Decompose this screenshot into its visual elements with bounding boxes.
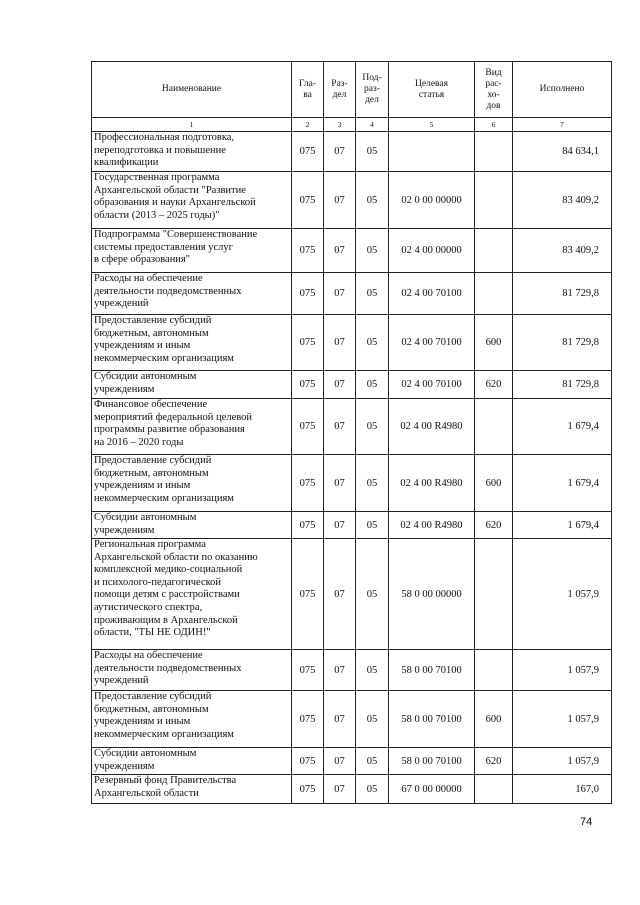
- cell-podrazdel: 05: [356, 650, 389, 691]
- cell-glava: 075: [292, 691, 324, 748]
- cell-podrazdel: 05: [356, 399, 389, 455]
- cell-target: 02 4 00 70100: [389, 273, 475, 315]
- table-row: [92, 315, 612, 371]
- cell-razdel: 07: [324, 539, 356, 650]
- cell-target: [389, 132, 475, 172]
- cell-glava: 075: [292, 539, 324, 650]
- cell-vid: [475, 539, 513, 650]
- cell-amount: 81 729,8: [513, 273, 612, 315]
- cell-vid: 600: [475, 455, 513, 512]
- cell-name: Предоставление субсидий бюджетным, автономным учреждениям и иным некоммерческим организациям: [92, 691, 292, 748]
- cell-name: Расходы на обеспечение деятельности подведомственных учреждений: [92, 650, 292, 691]
- table-row: [92, 455, 612, 512]
- cell-amount: 1 679,4: [513, 512, 612, 539]
- cell-glava: 075: [292, 229, 324, 273]
- cell-target: 58 0 00 70100: [389, 691, 475, 748]
- cell-vid: 620: [475, 748, 513, 775]
- cell-name: Предоставление субсидий бюджетным, автономным учреждениям и иным некоммерческим организациям: [92, 455, 292, 512]
- cell-podrazdel: 05: [356, 691, 389, 748]
- cell-vid: [475, 650, 513, 691]
- column-number-row: [92, 118, 612, 132]
- cell-glava: 075: [292, 371, 324, 399]
- cell-vid: [475, 273, 513, 315]
- cell-glava: 075: [292, 172, 324, 229]
- cell-amount: 83 409,2: [513, 229, 612, 273]
- header-podrazdel: Под- раз- дел: [356, 62, 389, 118]
- cell-glava: 075: [292, 315, 324, 371]
- cell-name: Субсидии автономным учреждениям: [92, 512, 292, 539]
- cell-glava: 075: [292, 650, 324, 691]
- cell-razdel: 07: [324, 748, 356, 775]
- header-name: Наименование: [92, 62, 292, 118]
- cell-razdel: 07: [324, 399, 356, 455]
- cell-podrazdel: 05: [356, 273, 389, 315]
- column-number: 6: [475, 118, 513, 132]
- cell-glava: 075: [292, 455, 324, 512]
- cell-amount: 167,0: [513, 775, 612, 804]
- cell-target: 58 0 00 00000: [389, 539, 475, 650]
- cell-vid: [475, 775, 513, 804]
- cell-razdel: 07: [324, 455, 356, 512]
- cell-podrazdel: 05: [356, 229, 389, 273]
- cell-podrazdel: 05: [356, 132, 389, 172]
- cell-target: 02 4 00 R4980: [389, 512, 475, 539]
- cell-name: Подпрограмма "Совершенствование системы предоставления услуг в сфере образования": [92, 229, 292, 273]
- cell-razdel: 07: [324, 172, 356, 229]
- table-row: [92, 775, 612, 804]
- cell-vid: [475, 399, 513, 455]
- cell-glava: 075: [292, 132, 324, 172]
- table-row: [92, 748, 612, 775]
- header-glava: Гла- ва: [292, 62, 324, 118]
- cell-target: 67 0 00 00000: [389, 775, 475, 804]
- cell-glava: 075: [292, 775, 324, 804]
- cell-podrazdel: 05: [356, 371, 389, 399]
- cell-glava: 075: [292, 748, 324, 775]
- cell-amount: 1 057,9: [513, 650, 612, 691]
- cell-razdel: 07: [324, 512, 356, 539]
- column-number: 7: [513, 118, 612, 132]
- cell-podrazdel: 05: [356, 748, 389, 775]
- cell-razdel: 07: [324, 371, 356, 399]
- table-row: [92, 539, 612, 650]
- table-row: [92, 172, 612, 229]
- cell-amount: 1 679,4: [513, 455, 612, 512]
- cell-target: 02 4 00 70100: [389, 371, 475, 399]
- table-row: [92, 371, 612, 399]
- cell-podrazdel: 05: [356, 172, 389, 229]
- cell-razdel: 07: [324, 315, 356, 371]
- cell-name: Региональная программа Архангельской области по оказанию комплексной медико-социальной и психолого-педагогической помощи детям с расстройствами аутистического спектра, проживающим в Архангельской области, "ТЫ НЕ ОДИН!": [92, 539, 292, 650]
- cell-target: 58 0 00 70100: [389, 748, 475, 775]
- table-row: [92, 399, 612, 455]
- cell-razdel: 07: [324, 775, 356, 804]
- cell-vid: [475, 132, 513, 172]
- cell-razdel: 07: [324, 132, 356, 172]
- cell-vid: 600: [475, 315, 513, 371]
- cell-podrazdel: 05: [356, 512, 389, 539]
- header-target: Целевая статья: [389, 62, 475, 118]
- cell-vid: 620: [475, 512, 513, 539]
- cell-name: Расходы на обеспечение деятельности подведомственных учреждений: [92, 273, 292, 315]
- cell-target: 02 4 00 R4980: [389, 399, 475, 455]
- cell-target: 02 0 00 00000: [389, 172, 475, 229]
- cell-glava: 075: [292, 512, 324, 539]
- cell-target: 02 4 00 00000: [389, 229, 475, 273]
- column-number: 3: [324, 118, 356, 132]
- cell-vid: 600: [475, 691, 513, 748]
- table-row: [92, 273, 612, 315]
- cell-vid: [475, 229, 513, 273]
- table-row: [92, 132, 612, 172]
- header-amount: Исполнено: [513, 62, 612, 118]
- cell-name: Резервный фонд Правительства Архангельской области: [92, 775, 292, 804]
- table-row: [92, 229, 612, 273]
- cell-name: Предоставление субсидий бюджетным, автономным учреждениям и иным некоммерческим организациям: [92, 315, 292, 371]
- column-number: 4: [356, 118, 389, 132]
- cell-target: 02 4 00 70100: [389, 315, 475, 371]
- cell-glava: 075: [292, 273, 324, 315]
- cell-amount: 1 057,9: [513, 691, 612, 748]
- cell-razdel: 07: [324, 273, 356, 315]
- cell-podrazdel: 05: [356, 775, 389, 804]
- cell-name: Субсидии автономным учреждениям: [92, 371, 292, 399]
- cell-podrazdel: 05: [356, 455, 389, 512]
- table-row: [92, 650, 612, 691]
- cell-amount: 84 634,1: [513, 132, 612, 172]
- cell-vid: 620: [475, 371, 513, 399]
- cell-name: Государственная программа Архангельской области "Развитие образования и науки Архангельской области (2013 – 2025 годы)": [92, 172, 292, 229]
- column-number: 5: [389, 118, 475, 132]
- cell-name: Профессиональная подготовка, переподготовка и повышение квалификации: [92, 132, 292, 172]
- cell-amount: 81 729,8: [513, 315, 612, 371]
- header-row: [92, 62, 612, 118]
- cell-razdel: 07: [324, 229, 356, 273]
- cell-amount: 1 057,9: [513, 748, 612, 775]
- header-razdel: Раз- дел: [324, 62, 356, 118]
- cell-amount: 83 409,2: [513, 172, 612, 229]
- table-row: [92, 691, 612, 748]
- page-number: 74: [580, 816, 593, 828]
- header-vid: Вид рас- хо- дов: [475, 62, 513, 118]
- cell-amount: 81 729,8: [513, 371, 612, 399]
- cell-target: 58 0 00 70100: [389, 650, 475, 691]
- column-number: 2: [292, 118, 324, 132]
- table-row: [92, 512, 612, 539]
- cell-podrazdel: 05: [356, 315, 389, 371]
- cell-amount: 1 057,9: [513, 539, 612, 650]
- cell-name: Финансовое обеспечение мероприятий федеральной целевой программы развитие образования на 2016 – 2020 годы: [92, 399, 292, 455]
- column-number: 1: [92, 118, 292, 132]
- cell-razdel: 07: [324, 650, 356, 691]
- cell-razdel: 07: [324, 691, 356, 748]
- budget-table: [91, 61, 612, 804]
- cell-target: 02 4 00 R4980: [389, 455, 475, 512]
- cell-name: Субсидии автономным учреждениям: [92, 748, 292, 775]
- cell-podrazdel: 05: [356, 539, 389, 650]
- cell-glava: 075: [292, 399, 324, 455]
- cell-amount: 1 679,4: [513, 399, 612, 455]
- cell-vid: [475, 172, 513, 229]
